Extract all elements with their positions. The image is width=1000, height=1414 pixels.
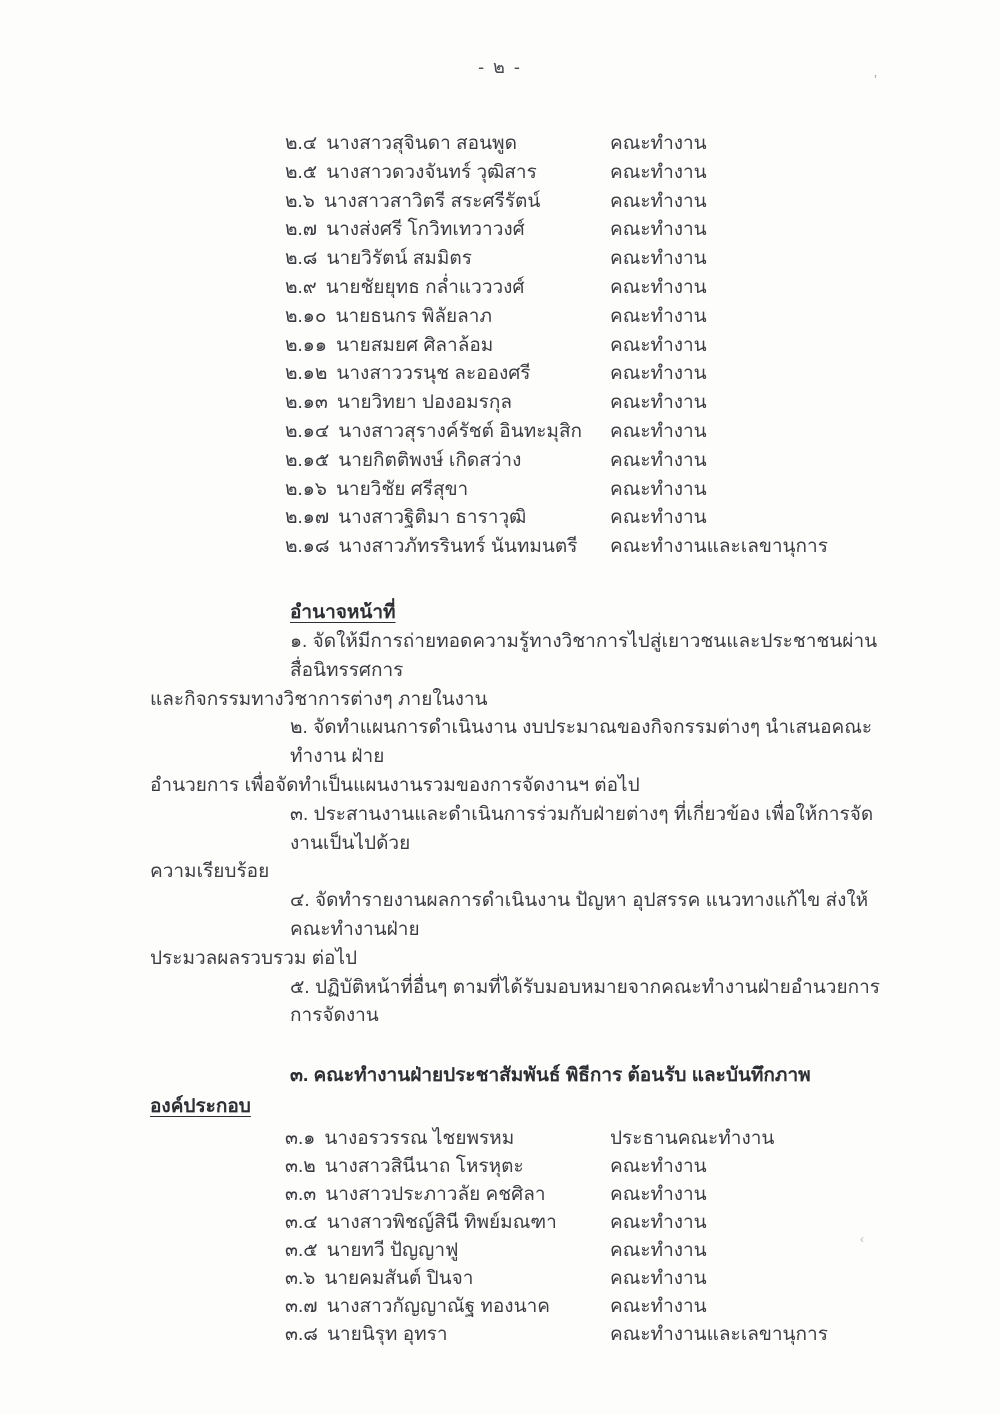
section3-title: ๓. คณะทำงานฝ่ายประชาสัมพันธ์ พิธีการ ต้อนรับ และบันทึกภาพ [290, 1065, 811, 1087]
member-name: นางสาวกัญญาณัฐ ทองนาค [326, 1296, 550, 1318]
duty-line: ๒. จัดทำแผนการดำเนินงาน งบประมาณของกิจกรรมต่างๆ นำเสนอคณะทำงาน ฝ่าย [290, 717, 873, 768]
member-name: นายกิตติพงษ์ เกิดสว่าง [338, 449, 522, 471]
page-number: - ๒ - [478, 57, 522, 77]
member-name: นางสาวประภาวลัย คชศิลา [325, 1184, 546, 1206]
member-role: คณะทำงาน [610, 248, 707, 270]
member-role: คณะทำงานและเลขานุการ [610, 536, 828, 558]
member-number: ๒.๕ [285, 161, 318, 183]
member-row [150, 303, 887, 332]
duties-heading: อำนาจหน้าที่ [290, 601, 396, 623]
member-number: ๓.๕ [285, 1240, 318, 1262]
member-row [150, 274, 887, 303]
member-row [150, 216, 887, 245]
committee-3-member-list [150, 1125, 887, 1349]
member-number: ๒.๗ [285, 219, 318, 241]
member-row [150, 360, 887, 389]
member-name: นายสมยศ ศิลาล้อม [335, 334, 494, 356]
member-role: คณะทำงาน [610, 190, 707, 212]
duty-line: ประมวลผลรวบรวม ต่อไป [150, 947, 358, 969]
member-number: ๓.๗ [285, 1296, 318, 1318]
member-role: ประธานคณะทำงาน [610, 1128, 775, 1150]
member-name: นายธนกร พิลัยลาภ [335, 305, 492, 327]
duty-line: ๔. จัดทำรายงานผลการดำเนินงาน ปัญหา อุปสรรค แนวทางแก้ไข ส่งให้คณะทำงานฝ่าย [290, 890, 869, 940]
member-name: นางสาวสุจินดา สอนพูด [326, 133, 517, 154]
member-number: ๒.๙ [285, 276, 317, 298]
member-row [150, 504, 887, 533]
scan-artifact: ‹ [860, 1232, 864, 1246]
member-row [150, 130, 887, 159]
member-name: นางสาวสุรางค์รัชต์ อินทะมุสิก [338, 420, 583, 442]
member-row [150, 1181, 887, 1209]
member-number: ๒.๑๓ [285, 392, 328, 414]
member-row [150, 447, 887, 476]
member-row [150, 245, 887, 274]
member-row [150, 418, 887, 447]
member-name: นางสาวสาวิตรี สระศรีรัตน์ [323, 190, 541, 212]
member-role: คณะทำงาน [610, 1240, 707, 1262]
member-role: คณะทำงาน [610, 507, 707, 529]
duty-item [150, 628, 887, 714]
member-number: ๒.๑๒ [285, 363, 328, 385]
duties-list [150, 628, 887, 1031]
member-role: คณะทำงาน [610, 276, 707, 298]
member-name: นางสาวพิชญ์สินี ทิพย์มณฑา [326, 1212, 557, 1234]
member-number: ๒.๑๗ [285, 507, 330, 529]
member-role: คณะทำงาน [610, 449, 707, 471]
member-number: ๓.๘ [285, 1324, 318, 1346]
member-name: นางสาวฐิติมา ธาราวุฒิ [338, 507, 527, 529]
member-row [150, 533, 887, 562]
member-name: นายวิรัตน์ สมมิตร [326, 248, 472, 270]
committee-2-member-list [150, 130, 887, 562]
member-row [150, 332, 887, 361]
member-row [150, 476, 887, 505]
member-name: นายชัยยุทธ กล่ำแวววงศ์ [325, 276, 525, 298]
duty-item [150, 714, 887, 800]
duty-line: ๓. ประสานงานและดำเนินการร่วมกับฝ่ายต่างๆ ที่เกี่ยวข้อง เพื่อให้การจัดงานเป็นไปด้วย [290, 803, 874, 854]
member-role: คณะทำงาน [610, 133, 707, 154]
member-role: คณะทำงาน [610, 392, 707, 414]
member-row [150, 159, 887, 188]
member-role: คณะทำงาน [610, 305, 707, 327]
member-row [150, 1237, 887, 1265]
member-number: ๒.๖ [285, 190, 315, 212]
member-number: ๓.๑ [285, 1128, 316, 1150]
member-role: คณะทำงาน [610, 334, 707, 356]
member-role: คณะทำงาน [610, 363, 707, 385]
member-role: คณะทำงาน [610, 161, 707, 183]
member-name: นางสาวดวงจันทร์ วุฒิสาร [326, 161, 537, 183]
member-role: คณะทำงาน [610, 1184, 707, 1206]
duty-line: อำนวยการ เพื่อจัดทำเป็นแผนงานรวมของการจัดงานฯ ต่อไป [150, 774, 640, 796]
member-number: ๒.๘ [285, 248, 318, 270]
duty-item [150, 974, 887, 1032]
member-name: นายทวี ปัญญาฟู [326, 1240, 459, 1262]
member-role: คณะทำงาน [610, 1296, 707, 1318]
member-number: ๒.๑๐ [285, 305, 327, 327]
scan-artifact: ’ [874, 72, 877, 87]
member-name: นายวิชัย ศรีสุขา [335, 478, 469, 500]
member-number: ๒.๑๖ [285, 478, 327, 500]
member-role: คณะทำงาน [610, 1156, 707, 1178]
member-role: คณะทำงาน [610, 1268, 707, 1290]
member-name: นายวิทยา ปองอมรกุล [336, 392, 512, 414]
document-content [150, 130, 887, 1349]
member-number: ๒.๑๕ [285, 449, 330, 471]
duty-item [150, 801, 887, 887]
member-number: ๓.๔ [285, 1212, 318, 1234]
member-number: ๒.๑๑ [285, 334, 327, 356]
member-number: ๒.๑๘ [285, 536, 330, 558]
member-row [150, 1293, 887, 1321]
member-row [150, 1209, 887, 1237]
member-name: นางส่งศรี โกวิทเทวาวงศ์ [326, 219, 525, 241]
member-number: ๒.๔ [285, 133, 318, 154]
member-role: คณะทำงานและเลขานุการ [610, 1324, 828, 1346]
member-row [150, 389, 887, 418]
section3-subheading: องค์ประกอบ [150, 1096, 251, 1118]
duty-line: ความเรียบร้อย [150, 861, 270, 883]
member-row [150, 1321, 887, 1349]
member-number: ๓.๓ [285, 1184, 317, 1206]
duty-line: ๑. จัดให้มีการถ่ายทอดความรู้ทางวิชาการไปสู่เยาวชนและประชาชนผ่านสื่อนิทรรศการ [290, 630, 878, 681]
member-role: คณะทำงาน [610, 219, 707, 241]
member-name: นางสาววรนุช ละอองศรี [336, 363, 531, 385]
member-row [150, 1125, 887, 1153]
member-name: นางสาวสินีนาถ โหรหุตะ [324, 1156, 524, 1178]
duty-line: ๕. ปฏิบัติหน้าที่อื่นๆ ตามที่ได้รับมอบหมายจากคณะทำงานฝ่ายอำนวยการการจัดงาน [290, 976, 880, 1027]
member-name: นายนิรุท อุทรา [326, 1324, 448, 1346]
member-row [150, 188, 887, 217]
duty-item [150, 887, 887, 973]
member-number: ๓.๖ [285, 1268, 316, 1290]
member-role: คณะทำงาน [610, 478, 707, 500]
member-number: ๒.๑๔ [285, 420, 330, 442]
duty-line: และกิจกรรมทางวิชาการต่างๆ ภายในงาน [150, 688, 488, 710]
member-row [150, 1153, 887, 1181]
member-number: ๓.๒ [285, 1156, 316, 1178]
member-name: นางสาวภัทรรินทร์ นันทมนตรี [338, 536, 578, 558]
member-name: นางอรวรรณ ไชยพรหม [324, 1128, 515, 1150]
member-row [150, 1265, 887, 1293]
member-role: คณะทำงาน [610, 1212, 707, 1234]
member-name: นายคมสันต์ ปินจา [324, 1268, 474, 1290]
member-role: คณะทำงาน [610, 420, 707, 442]
